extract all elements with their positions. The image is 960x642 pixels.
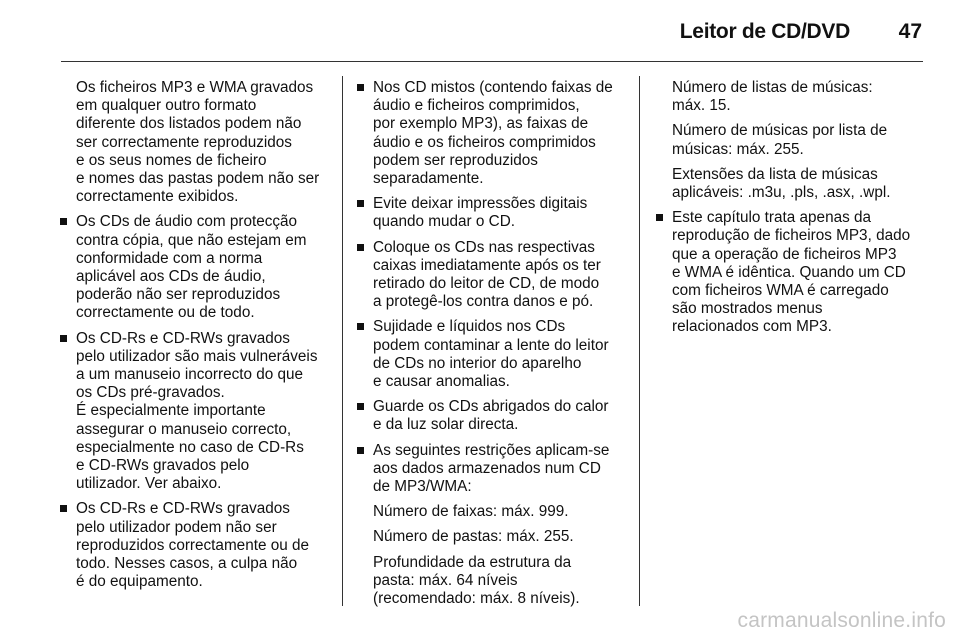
bullet-item: Os CD-Rs e CD-RWs gravados pelo utilizador são mais vulneráveis a um manuseio incorrecto do que os CDs pré-gravados. É especialmente importante assegurar o manuseio correcto, especialmente no caso de CD-Rs e CD-RWs gravados pelo utilizador. Ver abaixo. bbox=[58, 330, 330, 494]
bullet-item: Os CDs de áudio com protecção contra cópia, que não estejam em conformidade com a norma aplicável aos CDs de áudio, poderão não ser reproduzidos correctamente ou de todo. bbox=[58, 213, 330, 322]
bullet-item: Evite deixar impressões digitais quando mudar o CD. bbox=[355, 195, 625, 231]
paragraph: Profundidade da estrutura da pasta: máx. 64 níveis (recomendado: máx. 8 níveis). bbox=[373, 553, 580, 608]
text-column-2 bbox=[355, 79, 625, 615]
paragraph: Número de músicas por lista de músicas: máx. 255. bbox=[672, 122, 888, 158]
bullet-item: Este capítulo trata apenas da reprodução de ficheiros MP3, dado que a operação de ficheiros MP3 e WMA é idêntica. Quando um CD com ficheiros WMA é carregado são mostrados menus relacionados com MP3. bbox=[654, 209, 926, 336]
bullet-item: Sujidade e líquidos nos CDs podem contaminar a lente do leitor de CDs no interior do aparelho e causar anomalias. bbox=[355, 318, 625, 391]
text-column-1 bbox=[58, 79, 330, 598]
page-number: 47 bbox=[898, 20, 922, 43]
bullet-item: Nos CD mistos (contendo faixas de áudio e ficheiros comprimidos, por exemplo MP3), as faixas de áudio e os ficheiros comprimidos podem ser reproduzidos separadamente. bbox=[355, 79, 625, 188]
text-column-3 bbox=[654, 79, 926, 344]
header-divider bbox=[61, 61, 923, 62]
page-title: Leitor de CD/DVD bbox=[679, 20, 850, 43]
paragraph: Número de pastas: máx. 255. bbox=[373, 528, 574, 546]
bullet-item: Os CD-Rs e CD-RWs gravados pelo utilizador podem não ser reproduzidos correctamente ou de todo. Nesses casos, a culpa não é do equipamento. bbox=[58, 500, 330, 591]
paragraph: Número de faixas: máx. 999. bbox=[373, 503, 569, 521]
paragraph: Os ficheiros MP3 e WMA gravados em qualquer outro formato diferente dos listados podem não ser correctamente reproduzidos e os seus nomes de ficheiro e nomes das pastas podem não ser correctamente exibidos. bbox=[76, 79, 320, 206]
paragraph: Extensões da lista de músicas aplicáveis: .m3u, .pls, .asx, .wpl. bbox=[672, 165, 891, 202]
watermark: carmanualsonline.info bbox=[737, 609, 946, 632]
bullet-item: Coloque os CDs nas respectivas caixas imediatamente após os ter retirado do leitor de CD, de modo a protegê-los contra danos e pó. bbox=[355, 239, 625, 312]
bullet-item: Guarde os CDs abrigados do calor e da luz solar directa. bbox=[355, 398, 625, 434]
column-divider bbox=[639, 76, 640, 606]
bullet-item: As seguintes restrições aplicam-se aos dados armazenados num CD de MP3/WMA: bbox=[355, 442, 625, 497]
paragraph: Número de listas de músicas: máx. 15. bbox=[672, 79, 873, 115]
column-divider bbox=[342, 76, 343, 606]
